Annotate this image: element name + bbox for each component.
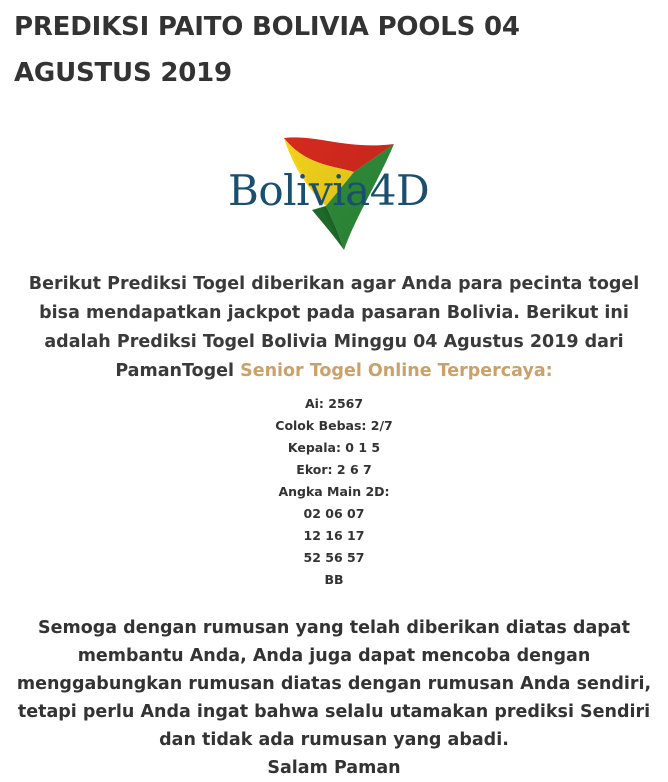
prediction-colok-bebas: Colok Bebas: 2/7 — [275, 418, 393, 433]
prediction-2d-row: 12 16 17 — [303, 528, 365, 543]
intro-text: Berikut Prediksi Togel diberikan agar Anda para pecinta togel bisa mendapatkan jackpot pada pasaran Bolivia. Berikut ini adalah Prediksi Togel Bolivia Minggu 04 Agustus 2019 dari PamanTogel — [28, 274, 640, 381]
prediction-list — [0, 393, 668, 591]
intro-paragraph — [14, 270, 654, 386]
prediction-bb: BB — [324, 572, 344, 587]
prediction-2d-row: 02 06 07 — [303, 506, 365, 521]
prediction-ekor: Ekor: 2 6 7 — [296, 462, 372, 477]
signoff: Salam Paman — [267, 758, 401, 778]
prediction-ai: Ai: 2567 — [304, 396, 364, 411]
closing-text: Semoga dengan rumusan yang telah diberikan diatas dapat membantu Anda, Anda juga dapat mencoba dengan menggabungkan rumusan diatas dengan rumusan Anda sendiri, tetapi perlu Anda ingat bahwa selalu utamakan prediksi Sendiri dan tidak ada rumusan yang abadi. — [16, 618, 652, 750]
closing-paragraph — [10, 614, 658, 782]
prediction-angka-main-label: Angka Main 2D: — [278, 484, 390, 499]
prediction-kepala: Kepala: 0 1 5 — [287, 440, 381, 455]
page-title: PREDIKSI PAITO BOLIVIA POOLS 04 AGUSTUS 2019 — [14, 12, 520, 88]
senior-togel-link[interactable]: Senior Togel Online Terpercaya: — [240, 361, 553, 381]
bolivia4d-logo — [226, 136, 446, 254]
logo-text: Bolivia4D — [228, 166, 430, 215]
prediction-2d-row: 52 56 57 — [303, 550, 365, 565]
